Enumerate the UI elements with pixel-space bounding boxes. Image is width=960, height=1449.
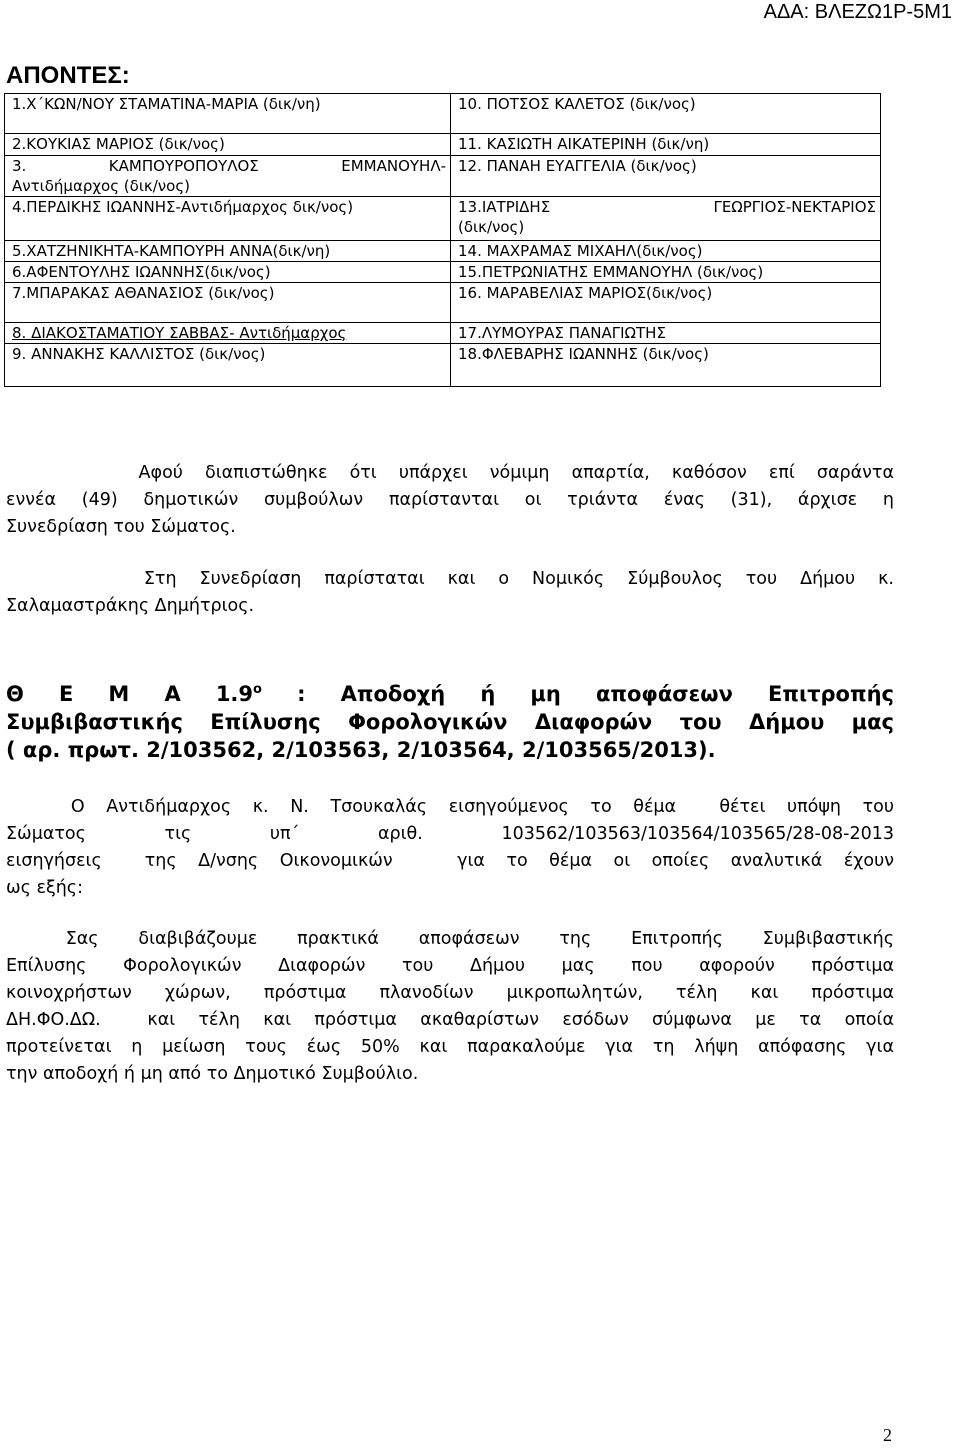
body-line: Σας διαβιβάζουμε πρακτικά αποφάσεων της Επιτροπής Συμβιβαστικής xyxy=(6,929,894,949)
quorum-line: εννέα (49) δημοτικών συμβούλων παρίστανται οι τριάντα ένας (31), άρχισε η xyxy=(6,490,894,510)
theme-line xyxy=(6,676,894,708)
quorum-line: Συνεδρίαση του Σώματος. xyxy=(6,517,236,537)
absent-member: 11. ΚΑΣΙΩΤΗ ΑΙΚΑΤΕΡΙΝΗ (δικ/νη) xyxy=(451,134,881,156)
intro-line: Σώματος τις υπ΄ αριθ. 103562/103563/103564/103565/28-08-2013 xyxy=(6,824,894,844)
quorum-line: Αφού διαπιστώθηκε ότι υπάρχει νόμιμη απαρτία, καθόσον επί σαράντα xyxy=(6,463,894,483)
absent-member: 5.ΧΑΤΖΗΝΙΚΗΤΑ-ΚΑΜΠΟΥΡΗ ΑΝΝΑ(δικ/νη) xyxy=(5,241,451,262)
intro-paragraph xyxy=(6,794,894,902)
table-row xyxy=(5,344,881,387)
absent-member: 9. ΑΝΝΑΚΗΣ ΚΑΛΛΙΣΤΟΣ (δικ/νος) xyxy=(5,344,451,387)
legal-advisor-paragraph xyxy=(6,566,894,620)
table-row xyxy=(5,323,881,344)
body-line: ΔΗ.ΦΟ.ΔΩ. και τέλη και πρόστιμα ακαθαρίστων εσόδων σύμφωνα με τα οποία xyxy=(6,1010,894,1030)
absent-member: 14. ΜΑΧΡΑΜΑΣ ΜΙΧΑΗΛ(δικ/νος) xyxy=(451,241,881,262)
body-paragraph xyxy=(6,926,894,1088)
theme-ordinal: ο xyxy=(253,682,262,697)
table-row xyxy=(5,241,881,262)
absent-member xyxy=(451,197,881,241)
ada-code: ΑΔΑ: ΒΛΕΖΩ1Ρ-5Μ1 xyxy=(763,1,952,23)
theme-line: Συμβιβαστικής Επίλυσης Φορολογικών Διαφορών του Δήμου μας xyxy=(6,710,894,734)
intro-line: ως εξής: xyxy=(6,878,83,898)
theme-number: Θ Ε Μ Α 1.9 xyxy=(6,682,254,706)
absent-member: 17.ΛΥΜΟΥΡΑΣ ΠΑΝΑΓΙΩΤΗΣ xyxy=(451,323,881,344)
intro-line: εισηγήσεις της Δ/νσης Οικονομικών για το θέμα οι οποίες αναλυτικά έχουν xyxy=(6,851,894,871)
intro-line: Ο Αντιδήμαρχος κ. Ν. Τσουκαλάς εισηγούμενος το θέμα θέτει υπόψη του xyxy=(6,797,894,817)
legal-advisor-line: Σαλαμαστράκης Δημήτριος. xyxy=(6,596,255,616)
absent-member: 1.Χ΄ΚΩΝ/ΝΟΥ ΣΤΑΜΑΤΙΝΑ-ΜΑΡΙΑ (δικ/νη) xyxy=(5,94,451,134)
absent-member-line: Αντιδήμαρχος (δικ/νος) xyxy=(12,177,191,195)
absent-member-underlined: 8. ΔΙΑΚΟΣΤΑΜΑΤΙΟΥ ΣΑΒΒΑΣ- Αντιδήμαρχος xyxy=(12,324,347,342)
page-number: 2 xyxy=(883,1425,892,1445)
absent-member xyxy=(5,323,451,344)
table-row xyxy=(5,156,881,197)
table-row xyxy=(5,94,881,134)
absent-member xyxy=(5,156,451,197)
absent-members-table xyxy=(4,93,881,387)
table-row xyxy=(5,262,881,283)
absent-member-line: 3. ΚΑΜΠΟΥΡΟΠΟΥΛΟΣ ΕΜΜΑΝΟΥΗΛ- xyxy=(12,157,446,175)
theme-line: ( αρ. πρωτ. 2/103562, 2/103563, 2/103564, 2/103565/2013). xyxy=(6,738,716,762)
table-row xyxy=(5,283,881,323)
body-line: προτείνεται η μείωση τους έως 50% και παρακαλούμε για τη λήψη απόφασης για xyxy=(6,1037,894,1057)
absent-member: 7.ΜΠΑΡΑΚΑΣ ΑΘΑΝΑΣΙΟΣ (δικ/νος) xyxy=(5,283,451,323)
body-line: κοινοχρήστων χώρων, πρόστιμα πλανοδίων μικροπωλητών, τέλη και πρόστιμα xyxy=(6,983,894,1003)
quorum-paragraph xyxy=(6,460,894,541)
body-line: την αποδοχή ή μη από το Δημοτικό Συμβούλιο. xyxy=(6,1064,419,1084)
absent-member: 10. ΠΟΤΣΟΣ ΚΑΛΕΤΟΣ (δικ/νος) xyxy=(451,94,881,134)
theme-title-start: : Αποδοχή ή μη αποφάσεων Επιτροπής xyxy=(261,682,894,706)
absent-member: 4.ΠΕΡΔΙΚΗΣ ΙΩΑΝΝΗΣ-Αντιδήμαρχος δικ/νος) xyxy=(5,197,451,241)
absent-member-line: 13.ΙΑΤΡΙΔΗΣ ΓΕΩΡΓΙΟΣ-ΝΕΚΤΑΡΙΟΣ xyxy=(458,198,876,216)
absent-member: 18.ΦΛΕΒΑΡΗΣ ΙΩΑΝΝΗΣ (δικ/νος) xyxy=(451,344,881,387)
absent-member-line: (δικ/νος) xyxy=(458,218,525,236)
table-row xyxy=(5,134,881,156)
absent-member: 6.ΑΦΕΝΤΟΥΛΗΣ ΙΩΑΝΝΗΣ(δικ/νος) xyxy=(5,262,451,283)
absent-member: 15.ΠΕΤΡΩΝΙΑΤΗΣ ΕΜΜΑΝΟΥΗΛ (δικ/νος) xyxy=(451,262,881,283)
absent-member: 12. ΠΑΝΑΗ ΕΥΑΓΓΕΛΙΑ (δικ/νος) xyxy=(451,156,881,197)
table-row xyxy=(5,197,881,241)
legal-advisor-line: Στη Συνεδρίαση παρίσταται και ο Νομικός Σύμβουλος του Δήμου κ. xyxy=(6,569,894,589)
absent-title: ΑΠΟΝΤΕΣ: xyxy=(6,62,130,89)
absent-member: 2.ΚΟΥΚΙΑΣ ΜΑΡΙΟΣ (δικ/νος) xyxy=(5,134,451,156)
absent-member: 16. ΜΑΡΑΒΕΛΙΑΣ ΜΑΡΙΟΣ(δικ/νος) xyxy=(451,283,881,323)
theme-heading xyxy=(6,676,894,764)
body-line: Επίλυσης Φορολογικών Διαφορών του Δήμου μας που αφορούν πρόστιμα xyxy=(6,956,894,976)
